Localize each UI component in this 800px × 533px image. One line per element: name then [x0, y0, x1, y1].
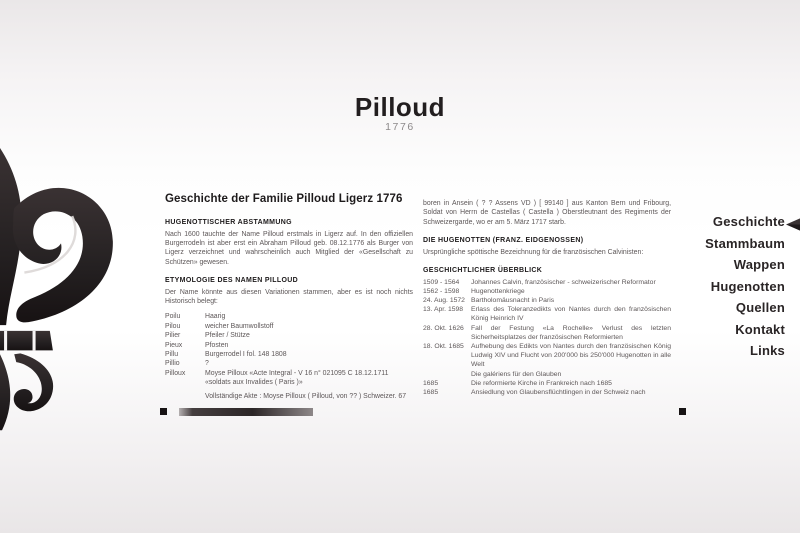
variations-list [165, 312, 413, 401]
scroll-dot-left[interactable] [160, 408, 167, 415]
timeline-date: 18. Okt. 1685 [423, 343, 464, 351]
timeline-date: 24. Aug. 1572 [423, 297, 465, 305]
timeline-text: Bartholomäusnacht in Paris [471, 297, 555, 305]
page-title: Pilloud [354, 92, 446, 122]
section-heading-etymologie: ETYMOLOGIE DES NAMEN PILLOUD [165, 277, 299, 285]
nav-item-stammbaum[interactable]: Stammbaum [705, 235, 785, 251]
page-subtitle: 1776 [385, 121, 415, 133]
variation-definition-line: «soldats aux Invalides ( Paris )» [205, 379, 303, 387]
timeline-row [423, 370, 671, 379]
continuation-paragraph: boren in Ansein ( ? ? Assens VD ) [ 99140 ] aus Kanton Bern und Fribourg, Soldat von Herrn de Castellas ( Castella ) Oberstleutnant des Regiments der Schweizergarde, wo er am 5. März 1717 starb. [423, 200, 671, 226]
variation-term: Pilier [165, 332, 181, 340]
article-heading: Geschichte der Familie Pilloud Ligerz 1776 [165, 193, 403, 205]
variation-term: Pilloux [165, 369, 186, 377]
section-heading-abstammung: HUGENOTTISCHER ABSTAMMUNG [165, 219, 292, 226]
variation-definition: ? [205, 360, 209, 368]
variation-row [165, 359, 413, 368]
left-column [165, 193, 413, 401]
abstammung-paragraph: Nach 1600 tauchte der Name Pilloud erstmals in Ligerz auf. In den offiziellen Burgerrodeln ist aber erst ein Abraham Pilloud geb. 08.12.1776 als Burger von Ligerz verzeichnet und wahrscheinlich auch Mitglied der «Gesellschaft zu Schützen» gewesen. [165, 230, 413, 266]
timeline-date: 1509 - 1564 [423, 278, 460, 286]
timeline-row [423, 278, 671, 287]
timeline-date: 1685 [423, 389, 439, 397]
timeline-date: 1562 - 1598 [423, 287, 460, 295]
variation-row [165, 312, 413, 321]
variation-definition: Burgerrodel I fol. 148 1808 [205, 351, 287, 359]
variation-definition: Haarig [205, 313, 226, 321]
fleur-de-lis-icon [0, 146, 122, 438]
variation-row [165, 369, 413, 401]
etymologie-intro: Der Name könnte aus diesen Variationen stammen, aber es ist noch nichts Historisch belegt: [165, 288, 413, 306]
timeline-row [423, 342, 671, 370]
timeline-row [423, 379, 671, 388]
timeline-row [423, 296, 671, 305]
active-page-arrow-icon [786, 217, 800, 232]
timeline-text: Ansiedlung von Glaubensflüchtlingen in der Schweiz nach [471, 389, 646, 397]
variation-definition: Pfosten [205, 341, 229, 349]
timeline-row [423, 388, 671, 397]
section-heading-ueberblick: GESCHICHTLICHER ÜBERBLICK [423, 267, 543, 275]
right-column [423, 199, 671, 397]
timeline-text: Johannes Calvin, französischer - schweizerischer Reformator [471, 278, 656, 286]
variation-definition [205, 369, 413, 401]
timeline-date: 1685 [423, 379, 439, 387]
variation-definition-line: Moyse Pilloux «Acte Integral - V 16 n° 021095 C 18.12.1711 [205, 369, 389, 377]
variation-definition-line: Vollständige Akte : Moyse Pilloux ( Pilloud, von ?? ) Schweizer. 67 [205, 392, 407, 400]
timeline-row [423, 305, 671, 323]
timeline-text: Fall der Festung «La Rochelle» Verlust des letzten Sicherheitsplatzes der französischen Reformierten [471, 324, 671, 341]
nav-item-kontakt[interactable]: Kontakt [735, 321, 785, 337]
timeline-text: Erlass des Toleranzedikts von Nantes durch den französischen König Heinrich IV [471, 306, 671, 323]
variation-row [165, 350, 413, 359]
nav-item-hugenotten[interactable]: Hugenotten [710, 278, 785, 294]
variation-term: Poilu [165, 313, 181, 321]
nav-item-wappen[interactable]: Wappen [733, 257, 785, 272]
variation-term: Pillu [165, 351, 179, 359]
timeline-text: Die galériens für den Glauben [471, 370, 562, 378]
timeline-date: 13. Apr. 1598 [423, 306, 464, 314]
nav-item-quellen[interactable]: Quellen [735, 300, 785, 315]
timeline-row [423, 324, 671, 342]
timeline [423, 278, 671, 398]
variation-definition: Pfeiler / Stütze [205, 332, 250, 340]
timeline-date [423, 370, 471, 379]
variation-row [165, 322, 413, 331]
variation-definition: weicher Baumwollstoff [205, 322, 274, 330]
variation-row [165, 341, 413, 350]
section-heading-hugenotten: DIE HUGENOTTEN (FRANZ. EIDGENOSSEN) [423, 237, 584, 245]
scroll-dot-right[interactable] [679, 408, 686, 415]
variation-term: Pilou [165, 322, 181, 330]
timeline-text: Hugenottenkriege [471, 287, 525, 295]
timeline-text: Aufhebung des Edikts von Nantes durch den französischen König Ludwig XIV und Flucht von 200'000 bis 250'000 Hugenotten in alle Welt [471, 343, 671, 369]
main-nav [705, 215, 785, 366]
variation-row [165, 331, 413, 340]
page-scroll-handle[interactable] [179, 408, 313, 416]
timeline-date: 28. Okt. 1626 [423, 324, 464, 332]
variation-term: Pieux [165, 341, 183, 349]
nav-item-geschichte[interactable]: Geschichte [712, 214, 785, 229]
timeline-row [423, 287, 671, 296]
hugenotten-paragraph: Ursprüngliche spöttische Bezeichnung für die französischen Calvinisten: [423, 248, 644, 256]
variation-term: Pillio [165, 360, 180, 368]
timeline-text: Die reformierte Kirche in Frankreich nach 1685 [471, 379, 612, 387]
nav-item-links[interactable]: Links [750, 343, 785, 358]
